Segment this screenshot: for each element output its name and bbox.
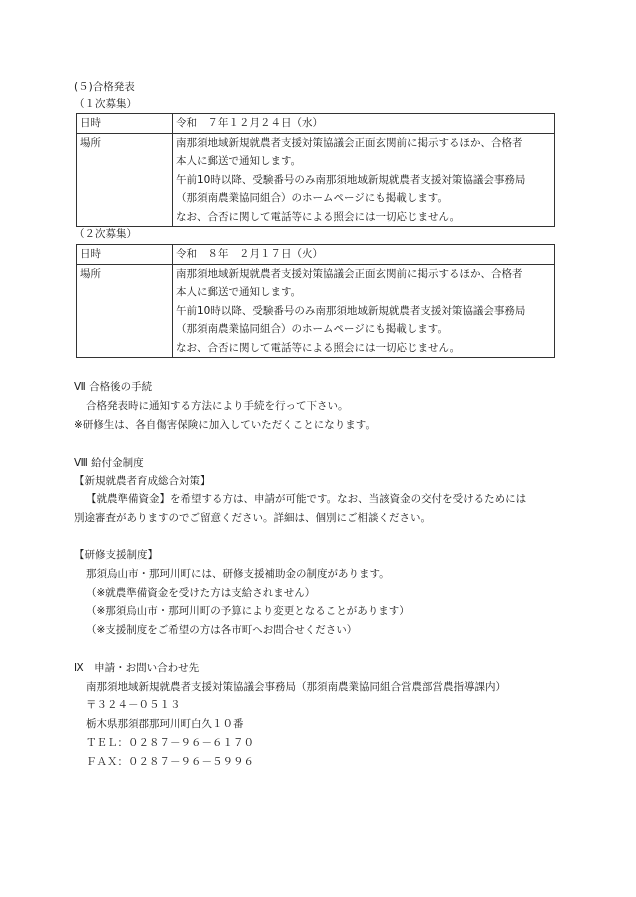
round1-place-line: 午前10時以降、受験番号のみ南那須地域新規就農者支援対策協議会事務局 bbox=[176, 173, 526, 186]
contact-zip: 〒３２４－０５１３ bbox=[86, 699, 181, 711]
contact-fax: ＦＡＸ：０２８７－９６－５９９６ bbox=[86, 756, 254, 768]
section-8-para-line-2: 別途審査がありますのでご留意ください。詳細は、個別にご相談ください。 bbox=[74, 512, 431, 524]
round1-date-key: 日時 bbox=[77, 114, 173, 134]
round2-place-line: 南那須地域新規就農者支援対策協議会正面玄関前に掲示するほか、合格者 bbox=[176, 267, 523, 280]
section-9-heading: Ⅸ 申請・お問い合わせ先 bbox=[74, 662, 200, 674]
contact-tel: ＴＥＬ：０２８７－９６－６１７０ bbox=[86, 737, 254, 749]
section-7-heading: Ⅶ 合格後の手続 bbox=[74, 381, 153, 393]
round2-place-line: （那須南農業協同組合）のホームページにも掲載します。 bbox=[176, 323, 448, 335]
round2-place-key: 場所 bbox=[77, 264, 173, 358]
section-8-line-a: 那須烏山市・那珂川町には、研修支援補助金の制度があります。 bbox=[86, 568, 390, 580]
round1-place-row bbox=[77, 133, 555, 227]
round2-place-line: 午前10時以降、受験番号のみ南那須地域新規就農者支援対策協議会事務局 bbox=[176, 304, 526, 317]
round1-place-line: 南那須地域新規就農者支援対策協議会正面玄関前に掲示するほか、合格者 bbox=[176, 136, 523, 149]
section-8-note-3: （※支援制度をご希望の方は各市町へお問合せください） bbox=[86, 624, 358, 636]
round2-label: （２次募集） bbox=[74, 228, 137, 240]
round1-place-line: 本人に郵送で通知します。 bbox=[176, 155, 302, 167]
round1-place-key: 場所 bbox=[77, 133, 173, 227]
round1-place-value bbox=[173, 133, 555, 227]
round2-place-row bbox=[77, 264, 555, 358]
section-7-line-2: ※研修生は、各自傷害保険に加入していただくことになります。 bbox=[74, 419, 376, 431]
round2-table bbox=[76, 244, 555, 358]
round2-date-value: 令和 ８年 ２月１７日（火） bbox=[173, 245, 555, 265]
section-8-note-1: （※就農準備資金を受けた方は支給されません） bbox=[86, 587, 316, 599]
round1-place-line: なお、合否に関して電話等による照会には一切応じません。 bbox=[176, 210, 461, 223]
round2-place-line: 本人に郵送で通知します。 bbox=[176, 286, 302, 298]
round2-date-row bbox=[77, 245, 555, 265]
contact-organization: 南那須地域新規就農者支援対策協議会事務局（那須南農業協同組合営農部営農指導課内） bbox=[86, 681, 506, 693]
round2-date-key: 日時 bbox=[77, 245, 173, 265]
section-8-subheading-2: 【研修支援制度】 bbox=[74, 549, 158, 561]
section-7-line-1: 合格発表時に通知する方法により手続を行って下さい。 bbox=[86, 400, 349, 412]
section-8-subheading-1: 【新規就農者育成総合対策】 bbox=[74, 475, 211, 487]
section-8-heading: Ⅷ 給付金制度 bbox=[74, 457, 144, 469]
round1-table bbox=[76, 113, 555, 227]
round1-date-row bbox=[77, 114, 555, 134]
round2-place-line: なお、合否に関して電話等による照会には一切応じません。 bbox=[176, 341, 461, 354]
round1-place-line: （那須南農業協同組合）のホームページにも掲載します。 bbox=[176, 192, 448, 204]
section-8-para-line-1: 【就農準備資金】を希望する方は、申請が可能です。なお、当該資金の交付を受けるためには bbox=[86, 493, 527, 505]
round2-place-value bbox=[173, 264, 555, 358]
contact-address: 栃木県那須郡那珂川町白久１０番 bbox=[86, 718, 244, 730]
round1-label: （１次募集） bbox=[74, 98, 137, 110]
section-5-heading: (５)合格発表 bbox=[74, 81, 135, 93]
round1-date-value: 令和 ７年１２月２４日（水） bbox=[173, 114, 555, 134]
section-8-note-2: （※那須烏山市・那珂川町の予算により変更となることがあります） bbox=[86, 605, 410, 617]
